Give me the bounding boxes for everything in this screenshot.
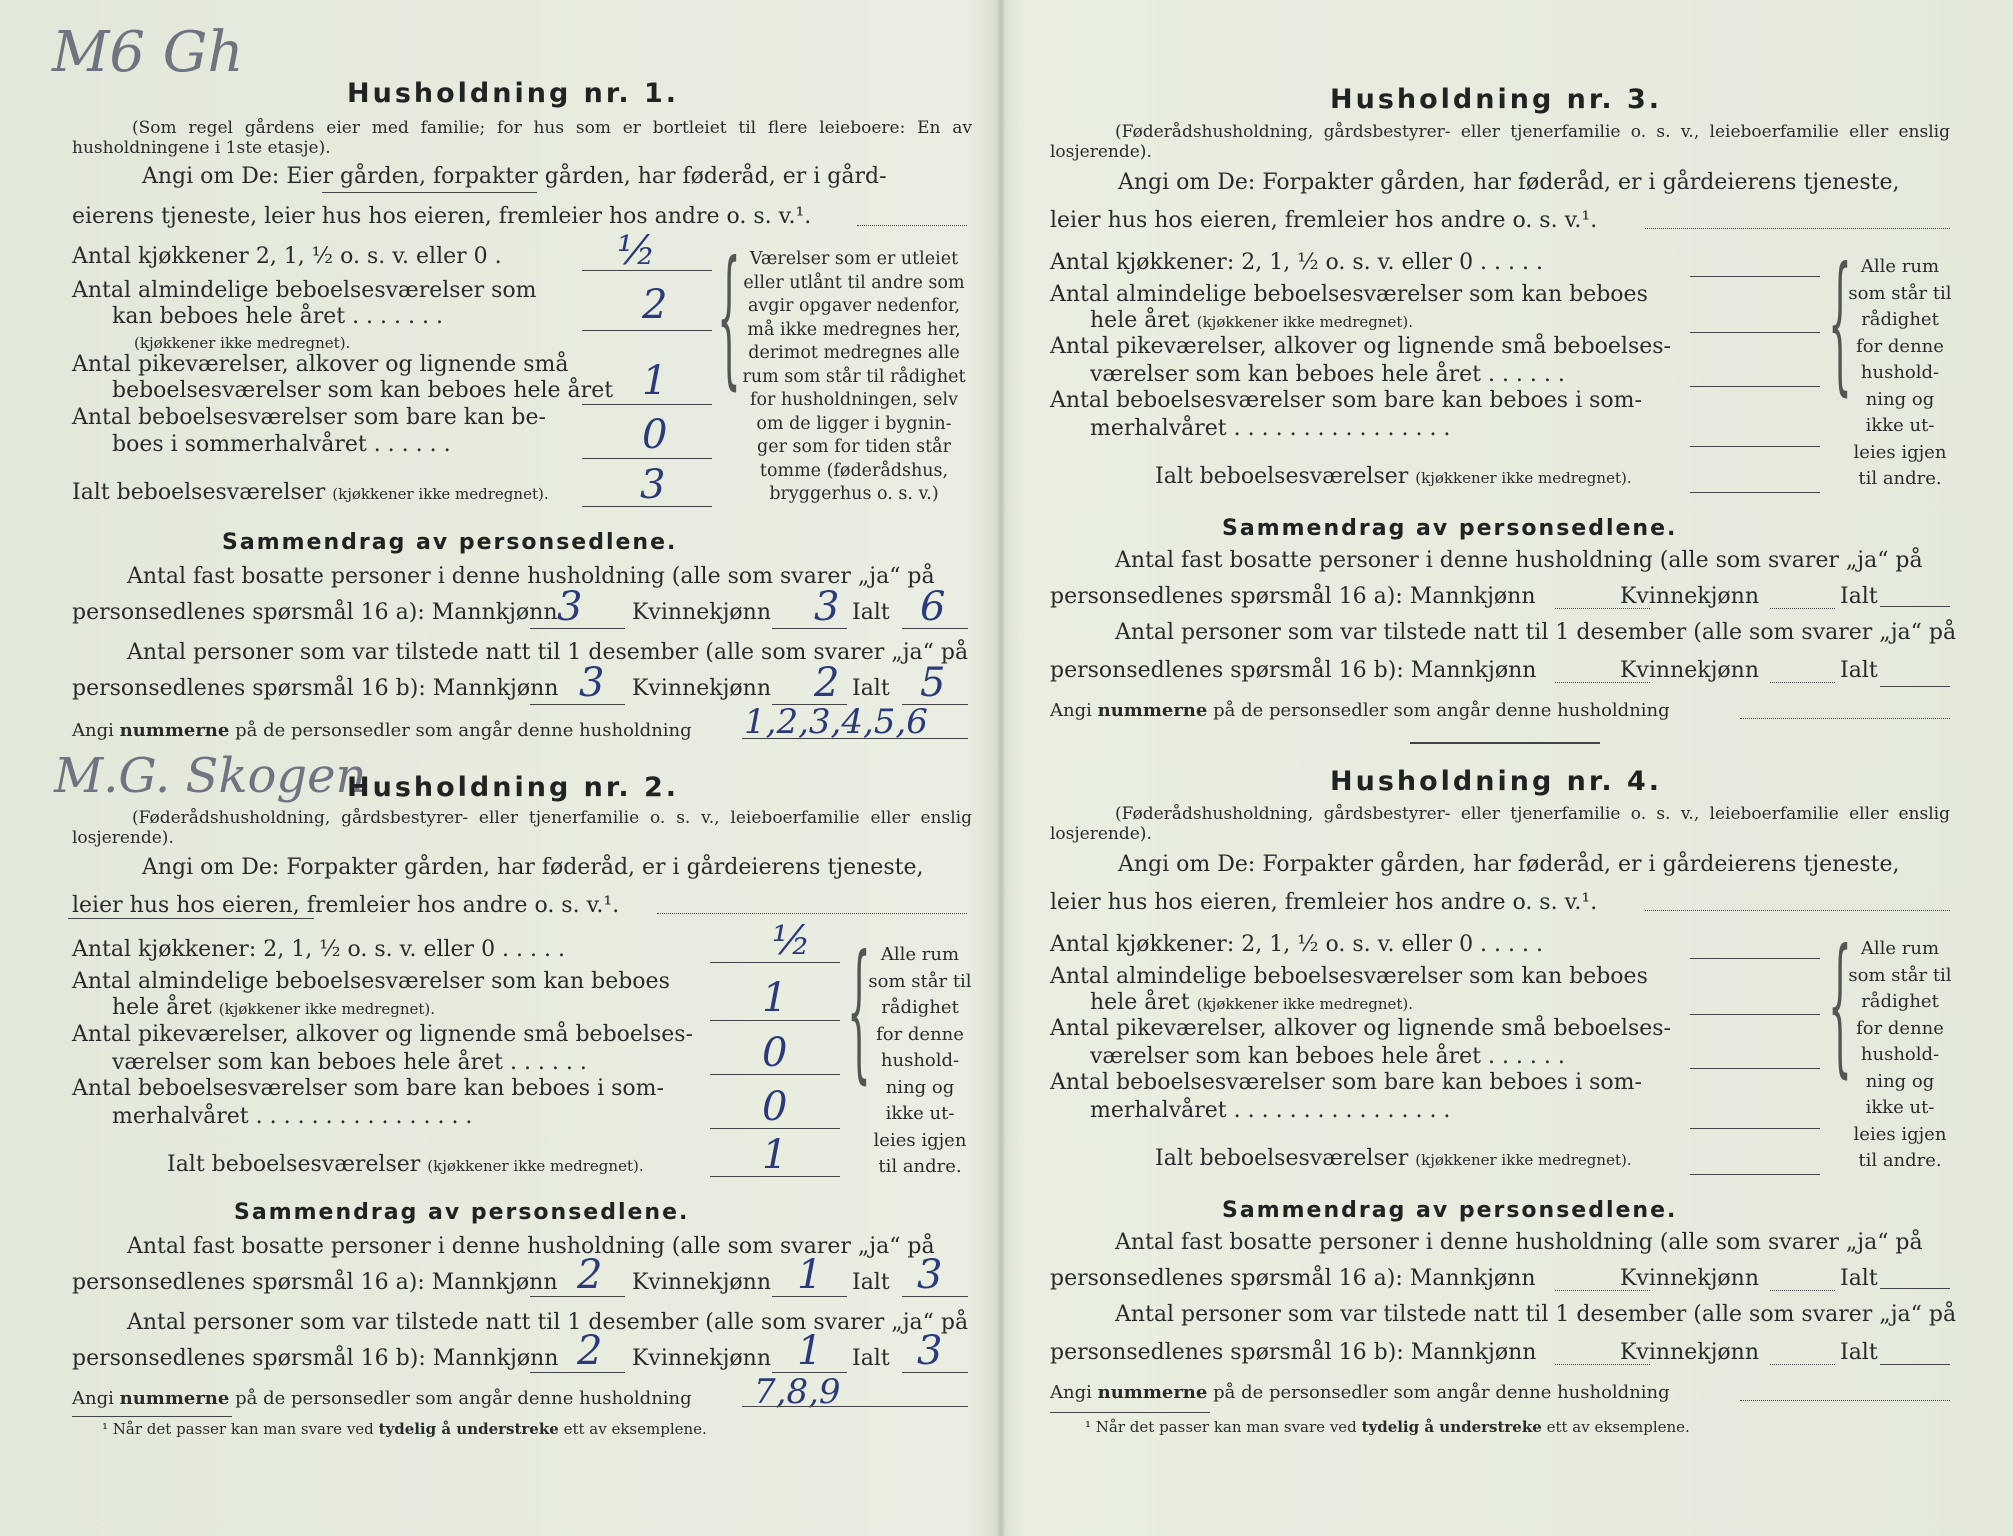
page-fold xyxy=(996,0,1006,1536)
h4-row-ialt xyxy=(1155,1146,1632,1171)
h3-kvinne-b-line xyxy=(1770,682,1835,683)
h2-row-kjokken: Antal kjøkkener: 2, 1, ½ o. s. v. eller 0 . . . . . xyxy=(72,937,565,962)
h4-ialt-a-label: Ialt xyxy=(1840,1266,1878,1291)
h1-row-ialt xyxy=(72,480,549,505)
h3-row-alm2 xyxy=(1090,308,1413,333)
h2-angi-word: Angi xyxy=(72,1388,114,1409)
h1-pike-value: 1 xyxy=(642,358,668,404)
h2-row-pike: Antal pikeværelser, alkover og lignende små beboelses- xyxy=(72,1022,693,1047)
h2-row-sommer: Antal beboelsesværelser som bare kan beboes i som- xyxy=(72,1076,664,1101)
h1-ialt-value: 3 xyxy=(640,462,666,508)
h4-kjokken-line xyxy=(1690,958,1820,959)
h1-kvinne-a-line xyxy=(772,628,847,629)
fn-end: ett av eksemplene. xyxy=(563,1420,707,1438)
h2-side-note: Alle rum som står til rådighet for denne hushold- ning og ikke ut- leies igjen til andre. xyxy=(868,944,972,1177)
h2-kvinne-a-line xyxy=(772,1296,847,1297)
h1-sum-line1: Antal fast bosatte personer i denne husholdning (alle som svarer „ja“ på xyxy=(127,564,935,589)
h3-alm-line xyxy=(1690,332,1820,333)
h1-mann-b-line xyxy=(530,704,625,705)
h1-ialt-b: 5 xyxy=(920,660,946,706)
h3-title: Husholdning nr. 3. xyxy=(1330,84,1663,115)
h1-ialt-line xyxy=(582,506,712,507)
h4-side-note: Alle rum som står til rådighet for denne hushold- ning og ikke ut- leies igjen til andre. xyxy=(1848,938,1952,1171)
h3-alm2-small: (kjøkkener ikke medregnet). xyxy=(1196,313,1414,331)
h1-sum-line4: personsedlenes spørsmål 16 b): Mannkjønn xyxy=(72,676,559,701)
h4-sum-line4: personsedlenes spørsmål 16 b): Mannkjønn xyxy=(1050,1340,1537,1365)
h4-ialt-b-label: Ialt xyxy=(1840,1340,1878,1365)
h1-numbers-row xyxy=(72,720,692,741)
h4-kvinne-a-line xyxy=(1770,1290,1835,1291)
h1-mann-b: 3 xyxy=(579,660,605,706)
h1-row-pike2: beboelsesværelser som kan beboes hele året xyxy=(112,378,614,403)
h1-summary-title: Sammendrag av personsedlene. xyxy=(222,530,678,555)
h3-row-ialt xyxy=(1155,464,1632,489)
h2-sum-line1: Antal fast bosatte personer i denne husholdning (alle som svarer „ja“ på xyxy=(127,1234,935,1259)
h2-ialt-a-line xyxy=(902,1296,968,1297)
h1-ialt-a-line xyxy=(902,628,968,629)
h3-row-pike2: værelser som kan beboes hele året . . . . . . xyxy=(1090,362,1565,387)
h3-row-sommer2: merhalvåret . . . . . . . . . . . . . . . . xyxy=(1090,416,1451,441)
h4-sum-line3: Antal personer som var tilstede natt til 1 desember (alle som svarer „ja“ på xyxy=(1115,1302,1957,1327)
h2-note: (Føderådshusholdning, gårdsbestyrer- eller tjenerfamilie o. s. v., leieboerfamilie eller enslig losjerende). xyxy=(72,808,972,848)
h4-numbers-rest: på de personsedler som angår denne husholdning xyxy=(1213,1382,1670,1403)
h2-sum-line2: personsedlenes spørsmål 16 a): Mannkjønn xyxy=(72,1270,558,1295)
h2-row-pike2: værelser som kan beboes hele året . . . . . . xyxy=(112,1050,587,1075)
h1-options-line xyxy=(857,225,967,226)
h2-ialt-a: 3 xyxy=(917,1252,943,1298)
h4-alm2-text: hele året xyxy=(1090,990,1190,1015)
h4-row-pike2: værelser som kan beboes hele året . . . . . . xyxy=(1090,1044,1565,1069)
h2-mann-b-line xyxy=(530,1372,625,1373)
h3-kjokken-line xyxy=(1690,276,1820,277)
h2-sommer-value: 0 xyxy=(762,1084,788,1130)
h1-title: Husholdning nr. 1. xyxy=(347,78,680,109)
h2-kjokken-value: ½ xyxy=(772,918,811,964)
h4-ialt-small: (kjøkkener ikke medregnet). xyxy=(1415,1151,1632,1169)
h1-numbers: 1,2,3,4,5,6 xyxy=(744,702,928,742)
h3-alm2-text: hele året xyxy=(1090,308,1190,333)
h2-alm2-small: (kjøkkener ikke medregnet). xyxy=(218,1000,436,1018)
h3-options-cont: leier hus hos eieren, fremleier hos andre o. s. v.¹. xyxy=(1050,208,1598,233)
h2-ialt-b-line xyxy=(902,1372,968,1373)
h4-ialt-a-line xyxy=(1880,1288,1950,1289)
h3-side-note: Alle rum som står til rådighet for denne hushold- ning og ikke ut- leies igjen til andre. xyxy=(1848,256,1952,489)
h2-row-ialt xyxy=(167,1152,644,1177)
h2-ialt-line xyxy=(710,1176,840,1177)
h2-options: Forpakter gården, har føderåd, er i gårdeierens tjeneste, xyxy=(286,855,924,880)
h4-pike-line xyxy=(1690,1068,1820,1069)
h1-row-pike: Antal pikeværelser, alkover og lignende små xyxy=(72,352,569,377)
left-page xyxy=(52,0,972,1536)
h3-row-kjokken: Antal kjøkkener: 2, 1, ½ o. s. v. eller 0 . . . . . xyxy=(1050,250,1543,275)
h4-alm-line xyxy=(1690,1014,1820,1015)
h2-sum-line4: personsedlenes spørsmål 16 b): Mannkjønn xyxy=(72,1346,559,1371)
fn-text-r: Når det passer kan man svare ved xyxy=(1095,1418,1357,1436)
h3-numbers-rest: på de personsedler som angår denne husholdning xyxy=(1213,700,1670,721)
h3-row-pike: Antal pikeværelser, alkover og lignende små beboelses- xyxy=(1050,334,1671,359)
h4-row-pike: Antal pikeværelser, alkover og lignende små beboelses- xyxy=(1050,1016,1671,1041)
h1-row-alm: Antal almindelige beboelsesværelser som xyxy=(72,278,537,303)
h3-brace: { xyxy=(1828,236,1852,410)
h1-kvinne-label-a: Kvinnekjønn xyxy=(632,600,771,625)
footnote-left xyxy=(102,1420,707,1438)
h3-sum-line3: Antal personer som var tilstede natt til 1 desember (alle som svarer „ja“ på xyxy=(1115,620,1957,645)
h2-mann-b: 2 xyxy=(577,1328,603,1374)
h4-sum-line1: Antal fast bosatte personer i denne husholdning (alle som svarer „ja“ på xyxy=(1115,1230,1923,1255)
h3-sum-line1: Antal fast bosatte personer i denne husholdning (alle som svarer „ja“ på xyxy=(1115,548,1923,573)
h3-numbers-line xyxy=(1740,718,1950,719)
fn-bold-r: tydelig å understreke xyxy=(1361,1418,1542,1436)
h2-ialt-small: (kjøkkener ikke medregnet). xyxy=(427,1157,644,1175)
h4-options-line xyxy=(1645,910,1950,911)
h2-nummerne-word: nummerne xyxy=(119,1388,230,1409)
h1-ialt-a: 6 xyxy=(920,584,946,630)
h2-summary-title: Sammendrag av personsedlene. xyxy=(234,1200,690,1225)
h4-numbers-line xyxy=(1740,1400,1950,1401)
h4-note: (Føderådshusholdning, gårdsbestyrer- eller tjenerfamilie o. s. v., leieboerfamilie eller enslig losjerende). xyxy=(1050,804,1950,844)
h4-row-alm: Antal almindelige beboelsesværelser som kan beboes xyxy=(1050,964,1648,989)
h1-kjokken-line xyxy=(582,270,712,271)
footnote-rule-right xyxy=(1050,1412,1210,1413)
pencil-note-top: M6 Gh xyxy=(52,20,244,85)
h4-title: Husholdning nr. 4. xyxy=(1330,766,1663,797)
h2-row-sommer2: merhalvåret . . . . . . . . . . . . . . . . xyxy=(112,1104,473,1129)
h2-ialt-label-a: Ialt xyxy=(852,1270,890,1295)
h1-row-alm3: (kjøkkener ikke medregnet). xyxy=(134,334,351,352)
fn-end-r: ett av eksemplene. xyxy=(1546,1418,1690,1436)
h3-angi-text: Angi om De: xyxy=(1118,170,1256,195)
h2-numbers-row xyxy=(72,1388,692,1409)
h1-kvinne-label-b: Kvinnekjønn xyxy=(632,676,771,701)
h2-options-line xyxy=(657,913,967,914)
h3-kvinne-b-label: Kvinnekjønn xyxy=(1620,658,1759,683)
h2-kvinne-label-a: Kvinnekjønn xyxy=(632,1270,771,1295)
h1-ialt-label-a: Ialt xyxy=(852,600,890,625)
h3-angi-word: Angi xyxy=(1050,700,1092,721)
h3-sum-line4: personsedlenes spørsmål 16 b): Mannkjønn xyxy=(1050,658,1537,683)
h3-row-alm: Antal almindelige beboelsesværelser som kan beboes xyxy=(1050,282,1648,307)
h3-options-line xyxy=(1645,228,1950,229)
h3-nummerne-word: nummerne xyxy=(1097,700,1208,721)
h1-side-note: Værelser som er utleiet eller utlånt til andre som avgir opgaver nedenfor, må ikke medregnes her, derimot medregnes alle rum som står til rådighet for husholdningen, selv om de ligger i bygnin- ger som for tiden står tomme (føderådshus, bryggerhus o. s. v.) xyxy=(742,249,966,504)
h4-row-sommer2: merhalvåret . . . . . . . . . . . . . . . . xyxy=(1090,1098,1451,1123)
h1-options: Eier gården, forpakter gården, har føderåd, er i gård- xyxy=(286,164,887,189)
h2-angi-label xyxy=(142,855,923,880)
h3-ialt-b-label: Ialt xyxy=(1840,658,1878,683)
h4-kvinne-b-label: Kvinnekjønn xyxy=(1620,1340,1759,1365)
h4-angi-word: Angi xyxy=(1050,1382,1092,1403)
h2-kvinne-label-b: Kvinnekjønn xyxy=(632,1346,771,1371)
fn-mark-r: ¹ xyxy=(1085,1418,1092,1436)
h2-sum-line3: Antal personer som var tilstede natt til 1 desember (alle som svarer „ja“ på xyxy=(127,1310,969,1335)
h4-kvinne-b-line xyxy=(1770,1364,1835,1365)
h4-angi-text: Angi om De: xyxy=(1118,852,1256,877)
h4-sum-line2: personsedlenes spørsmål 16 a): Mannkjønn xyxy=(1050,1266,1536,1291)
h2-ialt-label-b: Ialt xyxy=(852,1346,890,1371)
h1-ialt-label-b: Ialt xyxy=(852,676,890,701)
h1-row-alm2: kan beboes hele året . . . . . . . xyxy=(112,304,443,329)
h4-ialt-line xyxy=(1690,1174,1820,1175)
h1-sommer-value: 0 xyxy=(642,412,668,458)
h1-row-kjokken: Antal kjøkkener 2, 1, ½ o. s. v. eller 0 . xyxy=(72,244,502,269)
h2-mann-a-line xyxy=(530,1296,625,1297)
h2-ialt-value: 1 xyxy=(762,1132,788,1178)
h3-ialt-label: Ialt beboelsesværelser xyxy=(1155,464,1409,489)
h2-alm-value: 1 xyxy=(762,975,788,1021)
h4-numbers-row xyxy=(1050,1382,1670,1403)
h1-options-cont: eierens tjeneste, leier hus hos eieren, fremleier hos andre o. s. v.¹. xyxy=(72,204,812,229)
h2-ialt-b: 3 xyxy=(917,1328,943,1374)
h2-alm-line xyxy=(710,1020,840,1021)
h2-row-alm: Antal almindelige beboelsesværelser som kan beboes xyxy=(72,969,670,994)
h1-pike-line xyxy=(582,404,712,405)
ialt-label: Ialt beboelsesværelser xyxy=(72,480,326,505)
h3-summary-title: Sammendrag av personsedlene. xyxy=(1222,516,1678,541)
h1-alm-value: 2 xyxy=(642,282,668,328)
h3-ialt-b-line xyxy=(1880,686,1950,687)
h4-alm2-small: (kjøkkener ikke medregnet). xyxy=(1196,995,1414,1013)
h2-row-alm2 xyxy=(112,995,435,1020)
pencil-note-h2: M.G. Skogen xyxy=(54,748,367,804)
h1-mann-a-line xyxy=(530,628,625,629)
h1-brace: { xyxy=(717,230,741,404)
h4-options: Forpakter gården, har føderåd, er i gårdeierens tjeneste, xyxy=(1262,852,1900,877)
h2-brace: { xyxy=(847,924,871,1098)
h2-options-cont: leier hus hos eieren, fremleier hos andre o. s. v.¹. xyxy=(72,893,620,918)
h2-mann-a: 2 xyxy=(577,1252,603,1298)
h3-row-sommer: Antal beboelsesværelser som bare kan beboes i som- xyxy=(1050,388,1642,413)
nummerne-word: nummerne xyxy=(119,720,230,741)
section-divider xyxy=(1410,742,1600,744)
h1-sommer-line xyxy=(582,458,712,459)
h1-numbers-line xyxy=(742,738,968,739)
h2-numbers-line xyxy=(742,1406,968,1407)
h3-ialt-line xyxy=(1690,492,1820,493)
h2-pike-value: 0 xyxy=(762,1030,788,1076)
h1-kvinne-a: 3 xyxy=(814,584,840,630)
h1-angi-label xyxy=(142,164,887,189)
h4-brace: { xyxy=(1828,918,1852,1092)
h3-sum-line2: personsedlenes spørsmål 16 a): Mannkjønn xyxy=(1050,584,1536,609)
h3-kvinne-a-label: Kvinnekjønn xyxy=(1620,584,1759,609)
h4-nummerne-word: nummerne xyxy=(1097,1382,1208,1403)
h2-kjokken-line xyxy=(710,962,840,963)
h1-note: (Som regel gårdens eier med familie; for hus som er bortleiet til flere leieboere: En av husholdningene i 1ste etasje). xyxy=(72,118,972,158)
h2-underline-leier xyxy=(68,918,314,919)
h1-alm-line xyxy=(582,330,712,331)
h4-row-kjokken: Antal kjøkkener: 2, 1, ½ o. s. v. eller 0 . . . . . xyxy=(1050,932,1543,957)
h3-sommer-line xyxy=(1690,446,1820,447)
h2-alm2-text: hele året xyxy=(112,995,212,1020)
ialt-small: (kjøkkener ikke medregnet). xyxy=(332,485,549,503)
h2-kvinne-b: 1 xyxy=(797,1328,823,1374)
h1-underline-eier xyxy=(322,192,537,193)
h4-row-alm2 xyxy=(1090,990,1413,1015)
h3-ialt-small: (kjøkkener ikke medregnet). xyxy=(1415,469,1632,487)
h1-sum-line2: personsedlenes spørsmål 16 a): Mannkjønn xyxy=(72,600,558,625)
h2-kvinne-a: 1 xyxy=(797,1252,823,1298)
h2-numbers-rest: på de personsedler som angår denne husholdning xyxy=(235,1388,692,1409)
h4-sommer-line xyxy=(1690,1128,1820,1129)
angi-word: Angi xyxy=(72,720,114,741)
h3-note: (Føderådshusholdning, gårdsbestyrer- eller tjenerfamilie o. s. v., leieboerfamilie eller enslig losjerende). xyxy=(1050,122,1950,162)
h1-kjokken-value: ½ xyxy=(617,228,656,274)
right-page xyxy=(1050,0,1955,1536)
h3-options: Forpakter gården, har føderåd, er i gårdeierens tjeneste, xyxy=(1262,170,1900,195)
h4-angi-label xyxy=(1118,852,1899,877)
h3-ialt-a-line xyxy=(1880,606,1950,607)
fn-mark: ¹ xyxy=(102,1420,109,1438)
numbers-rest: på de personsedler som angår denne husholdning xyxy=(235,720,692,741)
h1-mann-a: 3 xyxy=(557,584,583,630)
angi-text-2: Angi om De: xyxy=(142,855,280,880)
h4-summary-title: Sammendrag av personsedlene. xyxy=(1222,1198,1678,1223)
h2-pike-line xyxy=(710,1074,840,1075)
h4-row-sommer: Antal beboelsesværelser som bare kan beboes i som- xyxy=(1050,1070,1642,1095)
fn-bold: tydelig å understreke xyxy=(378,1420,559,1438)
h4-ialt-label: Ialt beboelsesværelser xyxy=(1155,1146,1409,1171)
fn-text: Når det passer kan man svare ved xyxy=(112,1420,374,1438)
h3-angi-label xyxy=(1118,170,1899,195)
h1-row-sommer: Antal beboelsesværelser som bare kan be- xyxy=(72,405,546,430)
h1-kvinne-b: 2 xyxy=(814,660,840,706)
h2-ialt-label: Ialt beboelsesværelser xyxy=(167,1152,421,1177)
h3-pike-line xyxy=(1690,386,1820,387)
h2-numbers: 7,8,9 xyxy=(754,1372,841,1412)
h4-ialt-b-line xyxy=(1880,1364,1950,1365)
footnote-right xyxy=(1085,1418,1690,1436)
h1-row-sommer2: boes i sommerhalvåret . . . . . . xyxy=(112,432,451,457)
h4-kvinne-a-label: Kvinnekjønn xyxy=(1620,1266,1759,1291)
h3-numbers-row xyxy=(1050,700,1670,721)
h1-sum-line3: Antal personer som var tilstede natt til 1 desember (alle som svarer „ja“ på xyxy=(127,640,969,665)
h3-ialt-a-label: Ialt xyxy=(1840,584,1878,609)
h2-title: Husholdning nr. 2. xyxy=(347,772,680,803)
footnote-rule xyxy=(72,1416,232,1417)
h4-options-cont: leier hus hos eieren, fremleier hos andre o. s. v.¹. xyxy=(1050,890,1598,915)
h2-sommer-line xyxy=(710,1128,840,1129)
angi-text: Angi om De: xyxy=(142,164,280,189)
h3-kvinne-a-line xyxy=(1770,608,1835,609)
